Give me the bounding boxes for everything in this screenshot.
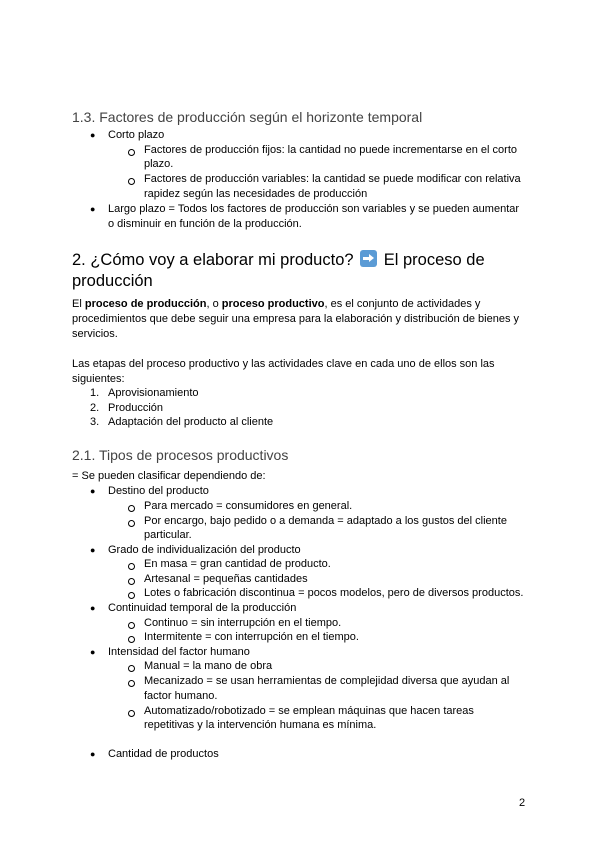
list-item-masa: En masa = gran cantidad de producto. xyxy=(144,558,331,570)
paragraph-definition xyxy=(72,297,480,312)
right-arrow-icon xyxy=(360,250,377,267)
list-item-mecanizado: Mecanizado = se usan herramientas de complejidad diversa que ayudan al xyxy=(144,675,510,687)
circle-bullet-icon xyxy=(128,149,135,156)
bold-term: proceso de producción xyxy=(84,298,207,310)
stage-item: Aprovisionamiento xyxy=(108,387,199,399)
list-item-mercado: Para mercado = consumidores en general. xyxy=(144,500,353,512)
list-number: 1. xyxy=(90,387,100,399)
list-item-largo-plazo-cont: o disminuir en función de la producción. xyxy=(108,218,302,230)
list-item-grado: Grado de individualización del producto xyxy=(108,544,301,556)
circle-bullet-icon xyxy=(128,592,135,599)
list-item-continuo: Continuo = sin interrupción en el tiempo. xyxy=(144,617,342,629)
list-item-manual: Manual = la mano de obra xyxy=(144,660,273,672)
list-item-fijos: Factores de producción fijos: la cantidad no puede incrementarse en el corto xyxy=(144,144,517,156)
text: El xyxy=(72,298,85,310)
list-item-variables-cont: rapidez según las necesidades de producción xyxy=(144,188,368,200)
circle-bullet-icon xyxy=(128,710,135,717)
list-item-lotes: Lotes o fabricación discontinua = pocos modelos, pero de diversos productos. xyxy=(144,587,524,599)
bullet-icon: ● xyxy=(90,545,96,555)
list-item-destino: Destino del producto xyxy=(108,485,209,497)
bullet-icon: ● xyxy=(90,647,96,657)
list-number: 2. xyxy=(90,402,100,414)
circle-bullet-icon xyxy=(128,520,135,527)
list-item-mecanizado-cont: factor humano. xyxy=(144,690,218,702)
heading-text: 2. ¿Cómo voy a elaborar mi producto? xyxy=(72,251,354,269)
bullet-icon: ● xyxy=(90,204,96,214)
circle-bullet-icon xyxy=(128,178,135,185)
list-item-automatizado: Automatizado/robotizado = se emplean máquinas que hacen tareas xyxy=(144,705,474,717)
paragraph-definition-line2: procedimientos que debe seguir una empresa para la elaboración y distribución de bienes y xyxy=(72,313,519,325)
bullet-icon: ● xyxy=(90,749,96,759)
list-item-cantidad: Cantidad de productos xyxy=(108,748,219,760)
list-number: 3. xyxy=(90,416,100,428)
circle-bullet-icon xyxy=(128,665,135,672)
list-item-continuidad: Continuidad temporal de la producción xyxy=(108,602,297,614)
section-heading-2-line2: producción xyxy=(72,272,153,290)
circle-bullet-icon xyxy=(128,563,135,570)
circle-bullet-icon xyxy=(128,622,135,629)
list-item-automatizado-cont: repetitivas y la intervención humana es mínima. xyxy=(144,719,377,731)
bold-term: proceso productivo xyxy=(221,298,325,310)
heading-text-cont: El proceso de xyxy=(383,251,485,269)
list-item-fijos-cont: plazo. xyxy=(144,158,174,170)
bullet-icon: ● xyxy=(90,130,96,140)
circle-bullet-icon xyxy=(128,505,135,512)
paragraph-stages: Las etapas del proceso productivo y las actividades clave en cada uno de ellos son las xyxy=(72,358,495,370)
stage-item: Producción xyxy=(108,402,164,414)
list-item-variables: Factores de producción variables: la cantidad se puede modificar con relativa xyxy=(144,173,521,185)
section-heading-2-1: 2.1. Tipos de procesos productivos xyxy=(72,447,289,463)
page-number: 2 xyxy=(519,797,526,809)
text: , es el conjunto de actividades y xyxy=(324,298,481,310)
list-item-intensidad: Intensidad del factor humano xyxy=(108,646,250,658)
text: , o xyxy=(206,298,222,310)
list-item-corto-plazo: Corto plazo xyxy=(108,129,165,141)
list-item-artesanal: Artesanal = pequeñas cantidades xyxy=(144,573,308,585)
section-heading-2 xyxy=(72,250,485,271)
bullet-icon: ● xyxy=(90,603,96,613)
list-item-intermitente: Intermitente = con interrupción en el tiempo. xyxy=(144,631,359,643)
paragraph-definition-line3: servicios. xyxy=(72,328,118,340)
intro-text: = Se pueden clasificar dependiendo de: xyxy=(72,470,266,482)
paragraph-stages-line2: siguientes: xyxy=(72,373,125,385)
list-item-encargo-cont: particular. xyxy=(144,529,192,541)
circle-bullet-icon xyxy=(128,578,135,585)
section-heading-1-3: 1.3. Factores de producción según el horizonte temporal xyxy=(72,109,423,125)
stage-item: Adaptación del producto al cliente xyxy=(108,416,274,428)
circle-bullet-icon xyxy=(128,636,135,643)
list-item-encargo: Por encargo, bajo pedido o a demanda = adaptado a los gustos del cliente xyxy=(144,515,507,527)
list-item-largo-plazo: Largo plazo = Todos los factores de producción son variables y se pueden aumentar xyxy=(108,203,520,215)
circle-bullet-icon xyxy=(128,680,135,687)
bullet-icon: ● xyxy=(90,486,96,496)
